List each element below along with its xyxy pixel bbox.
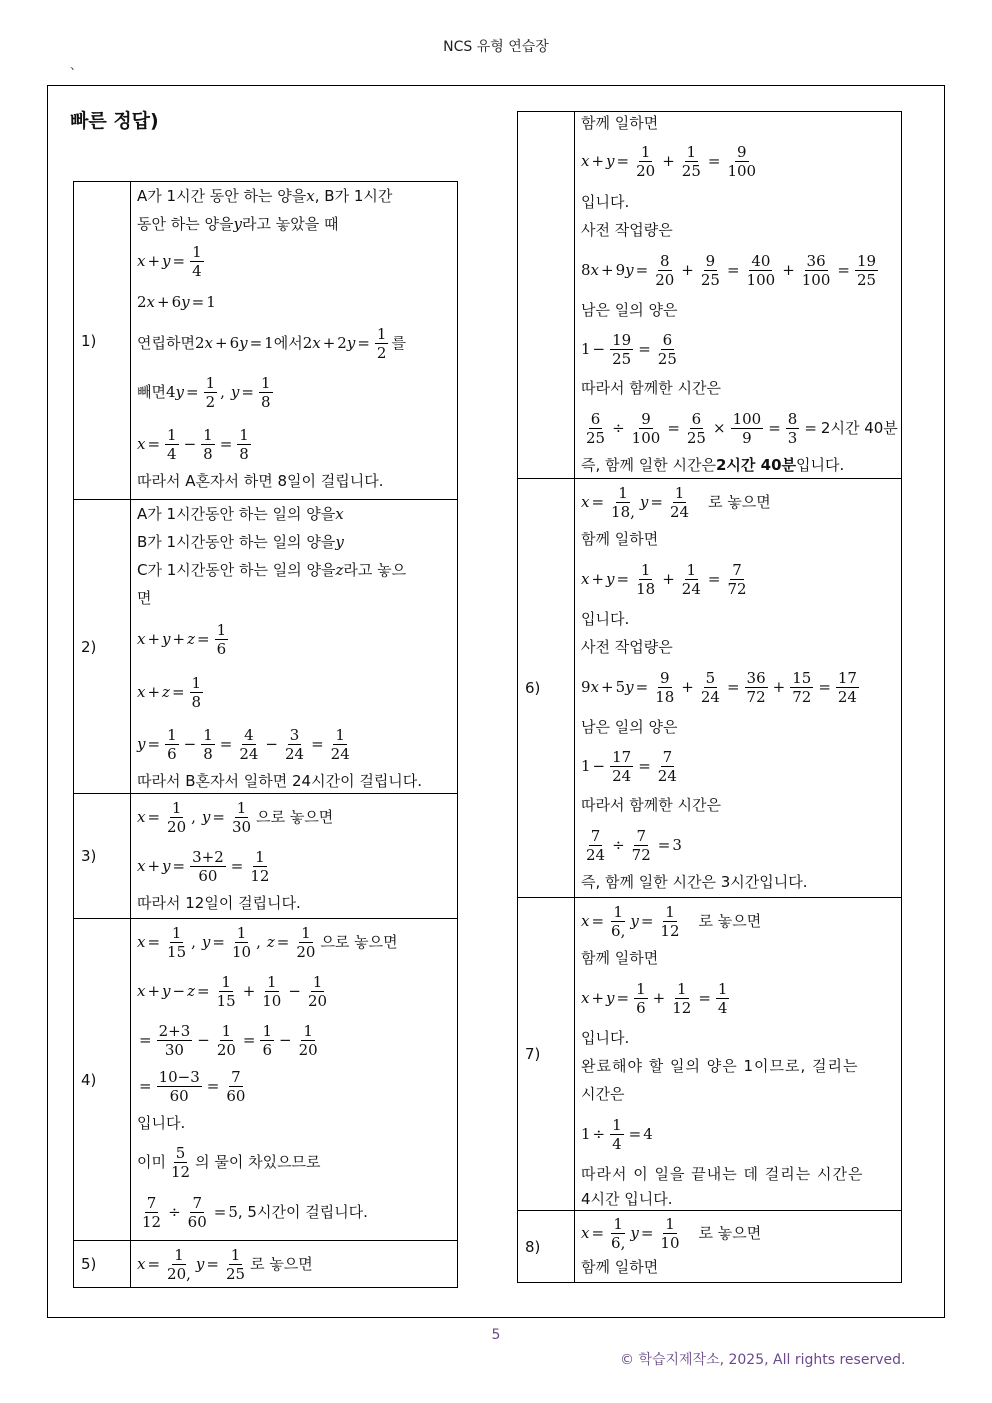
page-header: NCS 유형 연습장 bbox=[443, 39, 549, 55]
section-title: 빠른 정답) bbox=[70, 110, 159, 132]
text: 면 bbox=[137, 589, 152, 607]
text: 따라서 함께한 시간은 bbox=[581, 379, 721, 397]
equation: x = $\frac{1}{18,}$ y = $\frac{1}{24}$ bbox=[581, 483, 690, 521]
equation: 5 12 bbox=[170, 1143, 191, 1181]
text: 에서 bbox=[273, 334, 303, 352]
text: 으로 놓으면 bbox=[320, 933, 398, 951]
text: 함께 일하면 bbox=[581, 1258, 659, 1276]
page-number: 5 bbox=[491, 1327, 501, 1343]
equation: x = $\frac{1}{6,}$ y = $\frac{1}{12}$ bbox=[581, 902, 680, 940]
row-number: 4) bbox=[74, 919, 131, 1241]
text: 입니다. bbox=[581, 610, 630, 628]
answer-content bbox=[131, 1241, 458, 1288]
equation: $\frac{6}{25}$ ÷ $\frac{9}{100}$ = $\frac{6}{25}$ × $\frac{100}{9}$ = $\frac{8}{3}$ = bbox=[586, 409, 817, 447]
equation: 2 x + 2 y = $\frac{1}{2}$ bbox=[302, 324, 387, 362]
equation: x = $\frac{1}{4}$ − $\frac{1}{8}$ = $\frac{1}{8}$ bbox=[137, 425, 249, 463]
row-number-empty bbox=[518, 112, 575, 479]
text: 로 놓으면 bbox=[698, 912, 762, 930]
row-number: 5) bbox=[74, 1241, 131, 1288]
copyright-notice: © 학습지제작소, 2025, All rights reserved. bbox=[620, 1352, 906, 1368]
row-number: 6) bbox=[518, 479, 575, 898]
answer-content bbox=[131, 919, 458, 1241]
equation: = $\frac{2+3}{30}$ − $\frac{1}{20}$ = $\frac{1}{6}$ − $\frac{1}{20}$ bbox=[139, 1021, 318, 1059]
answer-content bbox=[575, 479, 902, 898]
answer-table-right bbox=[517, 111, 902, 1283]
equation: 1 − $\frac{17}{24}$ = $\frac{7}{24}$ bbox=[581, 747, 677, 785]
answer-row-7 bbox=[518, 898, 902, 1211]
text: A가 1시간 동안 하는 양을 bbox=[137, 187, 307, 205]
equation: 9 x + 5 y = $\frac{9}{18}$ + $\frac{5}{24}$ = $\frac{36}{72}$ + $\frac{15}{72}$ = $\frac{17}{24}$ bbox=[581, 668, 857, 706]
text: 입니다. bbox=[137, 1114, 186, 1132]
equation: 2 x + 6 y = 1 bbox=[194, 334, 274, 352]
equation: = $\frac{10-3}{60}$ = $\frac{7}{60}$ bbox=[139, 1067, 246, 1105]
answer-content bbox=[131, 794, 458, 919]
text: 라고 놓으 bbox=[343, 561, 407, 579]
text: 라고 놓았을 때 bbox=[241, 215, 339, 233]
text: 2시간 40분 bbox=[820, 419, 898, 437]
conclusion-text: 따라서 A혼자서 하면 8일이 걸립니다. bbox=[137, 472, 384, 490]
text: 남은 일의 양은 bbox=[581, 718, 678, 736]
equation: x = $\frac{1}{20,}$ y = $\frac{1}{25}$ bbox=[137, 1245, 246, 1283]
row-number: 3) bbox=[74, 794, 131, 919]
answer-row-4 bbox=[74, 919, 458, 1241]
answer-row-3 bbox=[74, 794, 458, 919]
equation: x = $\frac{1}{15}$ , y = $\frac{1}{10}$ , z = $\frac{1}{20}$ bbox=[137, 923, 316, 961]
text: 빼면 bbox=[137, 383, 166, 401]
var-y: y bbox=[335, 533, 344, 551]
equation: 1 − $\frac{19}{25}$ = $\frac{6}{25}$ bbox=[581, 330, 677, 368]
text: 함께 일하면 bbox=[581, 949, 659, 967]
conclusion-text: 따라서 12일이 걸립니다. bbox=[137, 894, 301, 912]
text: 따라서 이 일을 끝내는 데 걸리는 시간은 bbox=[581, 1165, 864, 1183]
row-number: 7) bbox=[518, 898, 575, 1211]
answer-content bbox=[575, 112, 902, 479]
text: 입니다. bbox=[581, 193, 630, 211]
equation: x + y − z = $\frac{1}{15}$ + $\frac{1}{10}$ − $\frac{1}{20}$ bbox=[137, 972, 328, 1010]
text: 입니다. bbox=[581, 1029, 630, 1047]
answer-row-6 bbox=[518, 479, 902, 898]
answer-row-2 bbox=[74, 500, 458, 794]
text: 따라서 함께한 시간은 bbox=[581, 796, 721, 814]
row-number: 2) bbox=[74, 500, 131, 794]
equation: x + y = $\frac{3+2}{60}$ = $\frac{1}{12}$ bbox=[137, 847, 270, 885]
answer-row-1 bbox=[74, 182, 458, 500]
text: 이미 bbox=[137, 1153, 166, 1171]
text: , B가 1시간 bbox=[314, 187, 393, 205]
text: 즉, 함께 일한 시간은 bbox=[581, 456, 716, 474]
text: C가 1시간동안 하는 일의 양을 bbox=[137, 561, 336, 579]
text: A가 1시간동안 하는 일의 양을 bbox=[137, 505, 336, 523]
equation: $\frac{7}{24}$ ÷ $\frac{7}{72}$ = 3 bbox=[586, 826, 682, 864]
equation: x + y + z = $\frac{1}{6}$ bbox=[137, 620, 227, 658]
var-y: y bbox=[233, 215, 242, 233]
equation: x = $\frac{1}{6,}$ y = $\frac{1}{10}$ bbox=[581, 1214, 680, 1252]
equation: $\frac{7}{12}$ ÷ $\frac{7}{60}$ = 5 bbox=[142, 1193, 238, 1231]
text: 사전 작업량은 bbox=[581, 638, 673, 656]
equation: x = $\frac{1}{20}$ , y = $\frac{1}{30}$ bbox=[137, 798, 252, 836]
conclusion-text: 즉, 함께 일한 시간은 3시간입니다. bbox=[581, 873, 808, 891]
text: 완료해야 할 일의 양은 1이므로, 걸리는 bbox=[581, 1057, 859, 1075]
text: 연립하면 bbox=[137, 334, 195, 352]
answer-row-5-continued bbox=[518, 112, 902, 479]
equation: 8 x + 9 y = $\frac{8}{20}$ + $\frac{9}{25}$ = $\frac{40}{100}$ + $\frac{36}{100}$ = $\frac{19}{25}$ bbox=[581, 251, 877, 289]
text: 함께 일하면 bbox=[581, 530, 659, 548]
text: 를 bbox=[391, 334, 406, 352]
equation: 2 x + 6 y = 1 bbox=[137, 293, 216, 311]
equation: x + y = $\frac{1}{20}$ + $\frac{1}{25}$ = $\frac{9}{100}$ bbox=[581, 142, 757, 180]
equation: y = $\frac{1}{6}$ − $\frac{1}{8}$ = $\frac{4}{24}$ − $\frac{3}{24}$ = $\frac{1}{24}$ bbox=[137, 725, 350, 763]
equation: x + z = $\frac{1}{8}$ bbox=[137, 673, 202, 711]
equation: 4 y = $\frac{1}{2}$ , y = $\frac{1}{8}$ bbox=[165, 373, 271, 411]
answer-content bbox=[131, 500, 458, 794]
equation: x + y = $\frac{1}{18}$ + $\frac{1}{24}$ = $\frac{7}{72}$ bbox=[581, 560, 747, 598]
text: 동안 하는 양을 bbox=[137, 215, 234, 233]
conclusion-text: 4시간 입니다. bbox=[581, 1190, 673, 1208]
equation: 1 ÷ $\frac{1}{4}$ = 4 bbox=[581, 1115, 653, 1153]
text: 입니다. bbox=[796, 456, 845, 474]
text: , 5시간이 걸립니다. bbox=[237, 1203, 368, 1221]
text: 으로 놓으면 bbox=[256, 808, 334, 826]
var-z: z bbox=[335, 561, 344, 579]
text: 함께 일하면 bbox=[581, 114, 659, 132]
answer-content bbox=[131, 182, 458, 500]
text: B가 1시간동안 하는 일의 양을 bbox=[137, 533, 336, 551]
var-x: x bbox=[335, 505, 344, 523]
equation: x + y = $\frac{1}{4}$ bbox=[137, 242, 202, 280]
answer-content bbox=[575, 1211, 902, 1283]
text: 로 놓으면 bbox=[250, 1255, 313, 1273]
text: 의 물이 차있으므로 bbox=[195, 1153, 321, 1171]
text: 시간은 bbox=[581, 1085, 625, 1103]
equation: x + y = $\frac{1}{6}$ + $\frac{1}{12}$ = $\frac{1}{4}$ bbox=[581, 979, 728, 1017]
answer-table-left bbox=[73, 181, 458, 1288]
answer-content bbox=[575, 898, 902, 1211]
var-x: x bbox=[306, 187, 315, 205]
bold-answer: 2시간 40분 bbox=[716, 456, 797, 474]
row-number: 1) bbox=[74, 182, 131, 500]
answer-row-5 bbox=[74, 1241, 458, 1288]
header-tick: 、 bbox=[70, 58, 83, 72]
text: 로 놓으면 bbox=[698, 1224, 762, 1242]
text: 남은 일의 양은 bbox=[581, 301, 678, 319]
conclusion-text: 따라서 B혼자서 일하면 24시간이 걸립니다. bbox=[137, 772, 423, 790]
row-number: 8) bbox=[518, 1211, 575, 1283]
answer-row-8 bbox=[518, 1211, 902, 1283]
text: 로 놓으면 bbox=[708, 493, 771, 511]
text: 사전 작업량은 bbox=[581, 221, 673, 239]
